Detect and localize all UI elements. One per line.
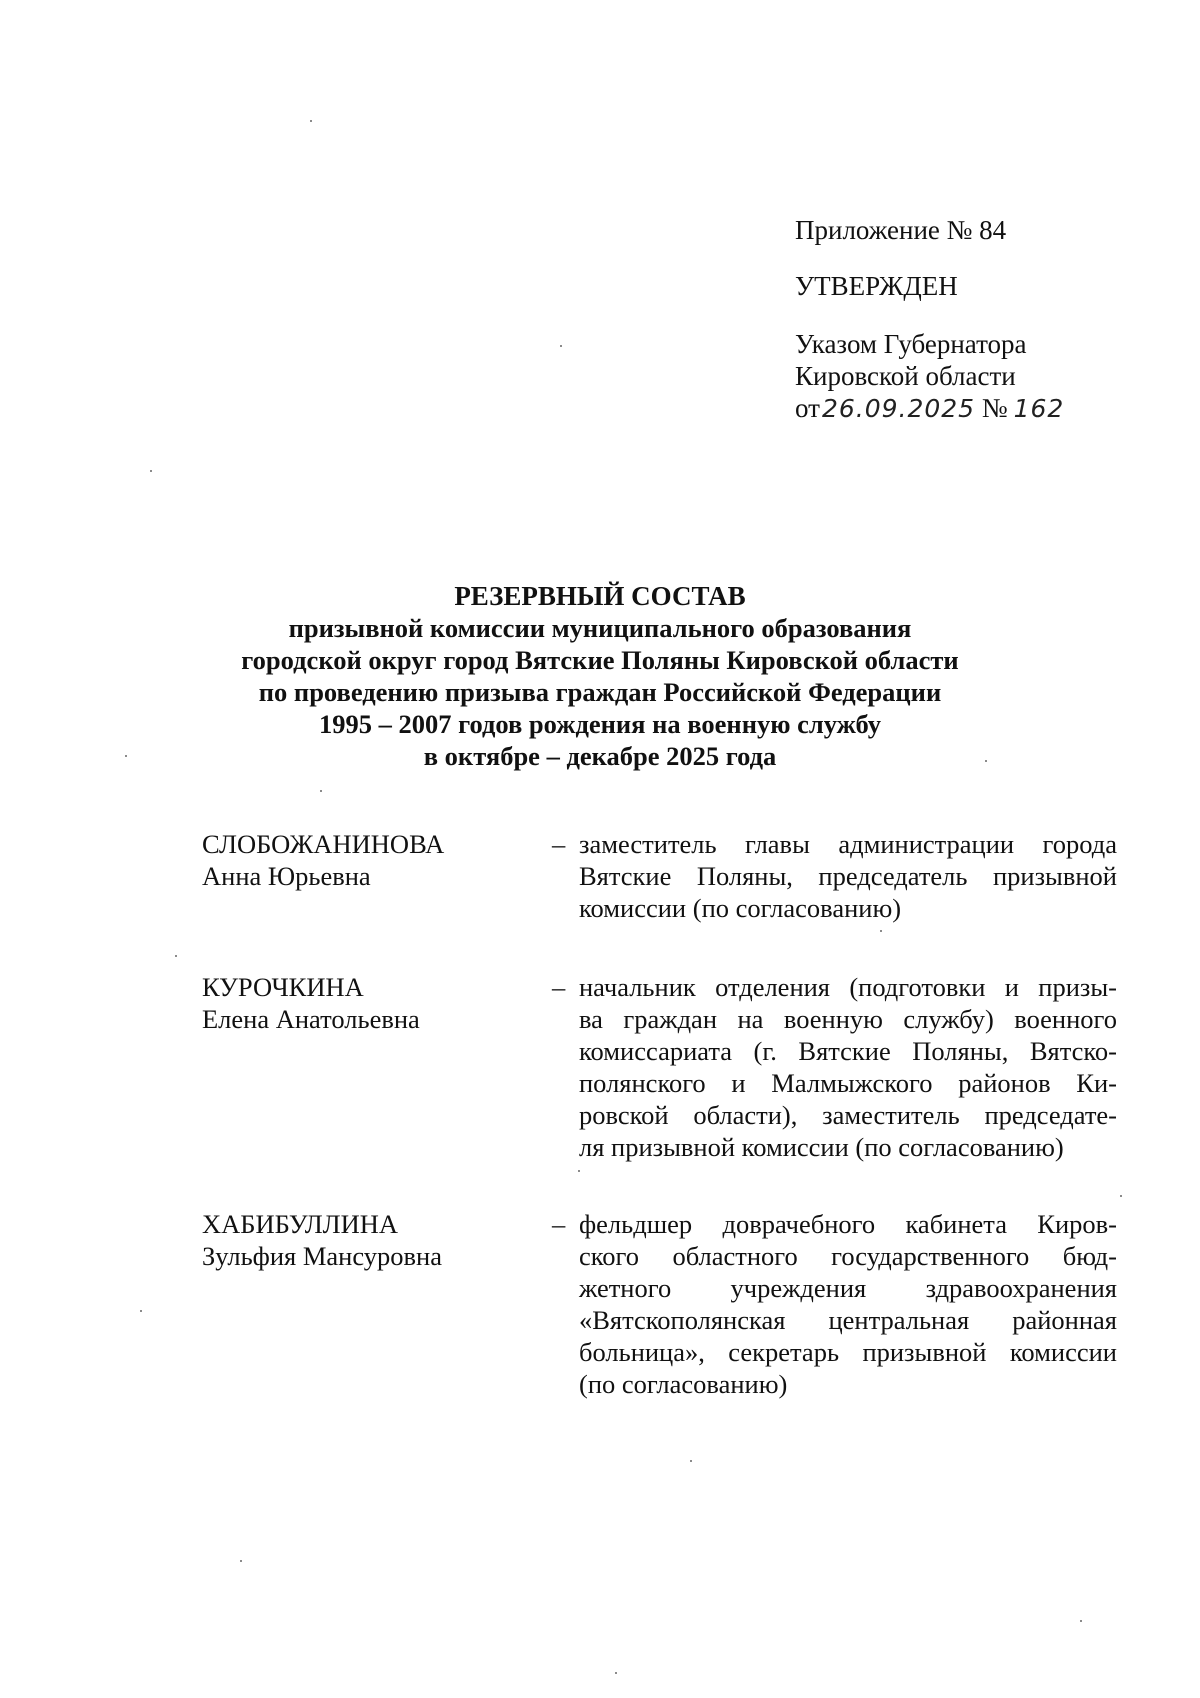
number-prefix: № — [981, 393, 1008, 423]
description-line: фельдшер доврачебного кабинета Киров- — [579, 1209, 1117, 1239]
member-given-names: Анна Юрьевна — [202, 861, 371, 891]
description-line: ля призывной комиссии (по согласованию) — [579, 1132, 1064, 1162]
description-line: Вятские Поляны, председатель призывной — [579, 861, 1117, 891]
member-dash: – — [552, 972, 566, 1002]
member-entry — [202, 1208, 1122, 1408]
description-line: ровской области), заместитель председате- — [579, 1100, 1117, 1130]
member-description — [579, 828, 1117, 924]
member-description — [579, 1208, 1117, 1400]
handwritten-number: 162 — [1013, 394, 1065, 423]
description-line: больница», секретарь призывной комиссии — [579, 1337, 1117, 1367]
title-line: городской округ город Вятские Поляны Кировской области — [241, 645, 959, 675]
description-line: ского областного государственного бюд- — [579, 1241, 1117, 1271]
description-line: «Вятскополянская центральная районная — [579, 1305, 1117, 1335]
title-line: по проведению призыва граждан Российской Федерации — [258, 677, 942, 707]
member-entry — [202, 971, 1122, 1171]
member-given-names: Елена Анатольевна — [202, 1004, 420, 1034]
member-dash: – — [552, 1209, 566, 1239]
handwritten-date: 26.09.2025 — [821, 394, 976, 423]
description-line: заместитель главы администрации города — [579, 829, 1117, 859]
title-line: в октябре – декабре 2025 года — [423, 741, 777, 771]
description-line: жетного учреждения здравоохранения — [579, 1273, 1117, 1303]
description-line: (по согласованию) — [579, 1369, 788, 1399]
description-line: полянского и Малмыжского районов Ки- — [579, 1068, 1117, 1098]
decree-date-number-line — [795, 392, 1135, 425]
member-name — [202, 828, 542, 892]
member-name — [202, 1208, 542, 1272]
description-line: комиссии (по согласованию) — [579, 893, 902, 923]
from-prefix: от — [795, 393, 820, 423]
document-title — [150, 580, 1050, 772]
approved-stamp-text: УТВЕРЖДЕН — [795, 271, 958, 301]
title-main: РЕЗЕРВНЫЙ СОСТАВ — [454, 581, 746, 611]
member-name — [202, 971, 542, 1035]
approval-block — [795, 214, 1135, 425]
appendix-number: Приложение № 84 — [795, 215, 1007, 245]
description-line: ва граждан на военную службу) военного — [579, 1004, 1117, 1034]
member-dash: – — [552, 829, 566, 859]
decree-line-1: Указом Губернатора — [795, 329, 1027, 359]
member-entry — [202, 828, 1122, 928]
decree-line-2: Кировской области — [795, 361, 1016, 391]
member-given-names: Зульфия Мансуровна — [202, 1241, 442, 1271]
decree-reference — [795, 328, 1135, 425]
description-line: начальник отделения (подготовки и призы- — [579, 972, 1117, 1002]
title-line: 1995 – 2007 годов рождения на военную службу — [319, 709, 881, 739]
member-surname: ХАБИБУЛЛИНА — [202, 1209, 399, 1239]
member-surname: КУРОЧКИНА — [202, 972, 364, 1002]
member-surname: СЛОБОЖАНИНОВА — [202, 829, 445, 859]
description-line: комиссариата (г. Вятские Поляны, Вятско- — [579, 1036, 1117, 1066]
member-description — [579, 971, 1117, 1163]
title-line: призывной комиссии муниципального образования — [288, 613, 912, 643]
